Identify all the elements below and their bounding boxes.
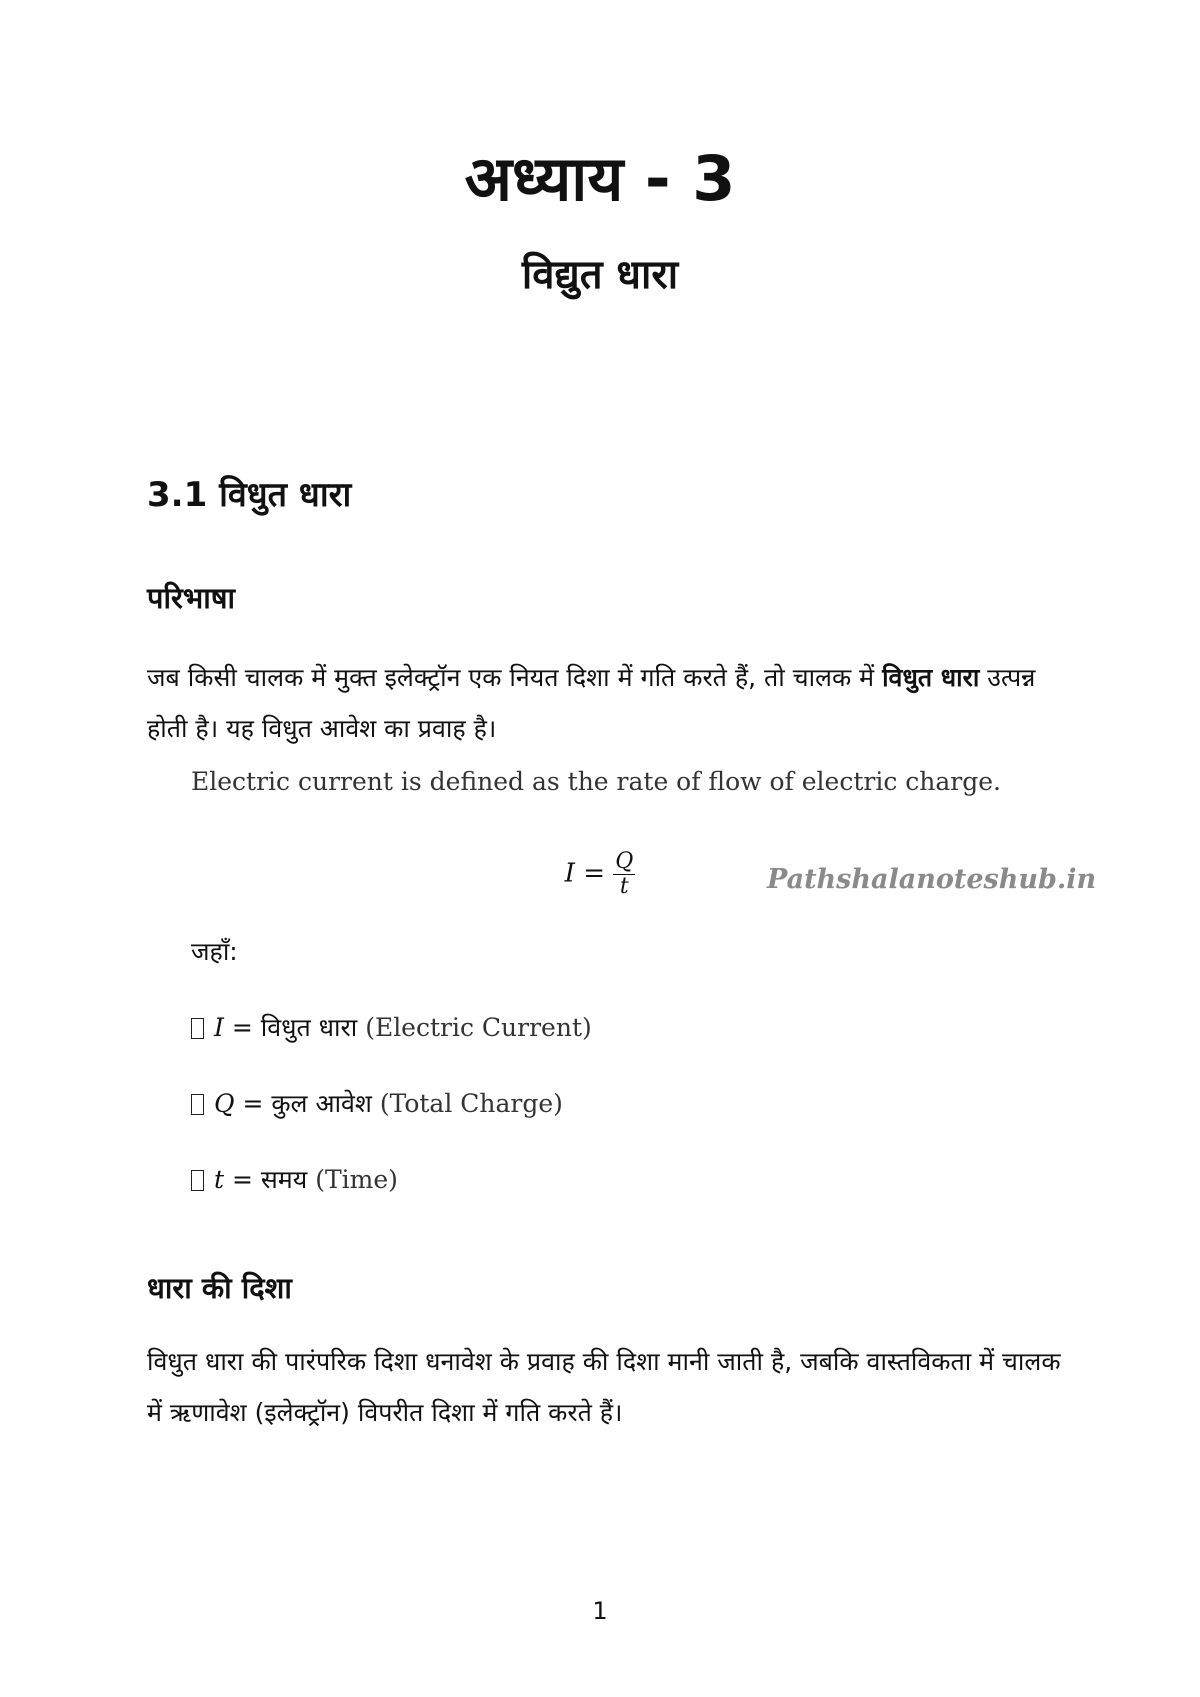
chapter-title: अध्याय - 3 bbox=[464, 142, 736, 215]
variable-symbol: Q bbox=[214, 1089, 235, 1118]
variable-hindi: = विधुत धारा bbox=[223, 1013, 366, 1042]
variable-item bbox=[191, 1086, 1067, 1122]
bullet-box-icon bbox=[191, 1094, 204, 1115]
formula-denominator: t bbox=[619, 874, 629, 899]
definition-paragraph bbox=[147, 652, 1067, 754]
para-bold-term: विधुत धारा bbox=[882, 663, 980, 692]
variable-hindi: = कुल आवेश bbox=[234, 1089, 380, 1118]
formula-lhs: I bbox=[564, 858, 575, 889]
section-heading: 3.1 विधुत धारा bbox=[147, 475, 352, 515]
english-definition: Electric current is defined as the rate of flow of electric charge. bbox=[191, 767, 1001, 796]
variable-english: (Total Charge) bbox=[379, 1089, 563, 1118]
chapter-subtitle: विद्युत धारा bbox=[521, 252, 679, 298]
page-number: 1 bbox=[592, 1597, 608, 1625]
bullet-box-icon bbox=[191, 1170, 204, 1191]
bullet-box-icon bbox=[191, 1018, 204, 1039]
variable-hindi: = समय bbox=[224, 1165, 316, 1194]
variable-symbol: I bbox=[214, 1013, 224, 1042]
formula-row bbox=[147, 849, 1097, 910]
para-text: जब किसी चालक में मुक्त इलेक्ट्रॉन एक नियत दिशा में गति करते हैं, तो चालक में bbox=[147, 663, 883, 692]
variable-english: (Time) bbox=[315, 1165, 398, 1194]
watermark: Pathshalanoteshub.in bbox=[767, 864, 1097, 895]
direction-paragraph: विधुत धारा की पारंपरिक दिशा धनावेश के प्रवाह की दिशा मानी जाती है, जबकि वास्तविकता में चालक में ऋणावेश (इलेक्ट्रॉन) विपरीत दिशा में गति करते हैं। bbox=[147, 1347, 1061, 1427]
para-text: उत्पन्न होती है। यह विधुत आवेश का प्रवाह है। bbox=[147, 663, 1036, 743]
formula-equals: = bbox=[574, 858, 614, 889]
formula-fraction bbox=[613, 850, 635, 899]
variable-english: (Electric Current) bbox=[365, 1013, 592, 1042]
direction-heading: धारा की दिशा bbox=[147, 1271, 292, 1305]
definition-heading: परिभाषा bbox=[147, 581, 236, 615]
formula-numerator: Q bbox=[615, 849, 634, 874]
content-flow bbox=[147, 652, 1097, 1438]
variable-symbol: t bbox=[214, 1165, 225, 1194]
variable-item bbox=[191, 1010, 1067, 1046]
where-label: जहाँ: bbox=[191, 937, 238, 966]
variable-item bbox=[191, 1162, 1067, 1198]
